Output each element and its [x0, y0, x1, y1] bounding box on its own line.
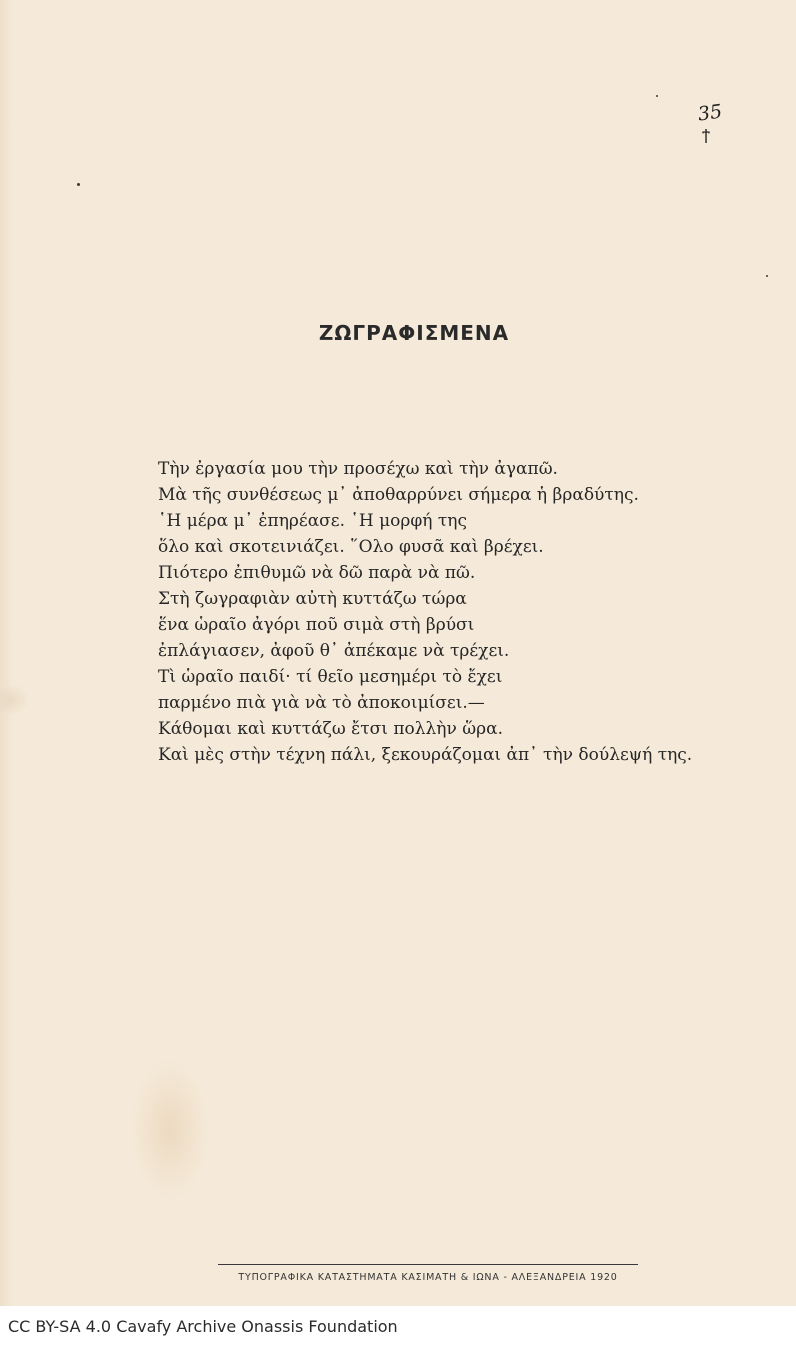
credit-caption: CC BY-SA 4.0 Cavafy Archive Onassis Foundation — [8, 1317, 398, 1336]
poem-line: παρμένο πιὰ γιὰ νὰ τὸ ἀποκοιμίσει.— — [158, 693, 485, 713]
imprint-rule — [218, 1264, 638, 1265]
poem-line: Τὶ ὡραῖο παιδί· τί θεῖο μεσημέρι τὸ ἔχει — [158, 667, 503, 687]
poem-line: ἐπλάγιασεν, ἀφοῦ θ᾽ ἀπέκαμε νὰ τρέχει. — [158, 641, 510, 661]
handwritten-mark: ϯ — [702, 126, 711, 144]
poem-line: Πιότερο ἐπιθυμῶ νὰ δῶ παρὰ νὰ πῶ. — [158, 563, 476, 583]
poem-line: ἕνα ὡραῖο ἀγόρι ποῦ σιμὰ στὴ βρύσι — [158, 615, 475, 635]
poem-line: Μὰ τῆς συνθέσεως μ᾽ ἀποθαρρύνει σήμερα ἡ βραδύτης. — [158, 485, 639, 505]
ink-speck — [656, 95, 658, 97]
poem-line: Τὴν ἐργασία μου τὴν προσέχω καὶ τὴν ἀγαπῶ. — [158, 459, 558, 479]
poem-body — [158, 456, 692, 768]
handwritten-page-number: 35 — [696, 100, 724, 126]
ink-speck — [77, 183, 80, 186]
poem-line: ῾Η μέρα μ᾽ ἐπηρέασε. ῾Η μορφή της — [158, 511, 468, 531]
poem-title: ΖΩΓΡΑΦΙΣΜΕΝΑ — [318, 321, 510, 345]
ink-speck — [766, 275, 768, 277]
poem-line: Καὶ μὲς στὴν τέχνη πάλι, ξεκουράζομαι ἀπ᾽ τὴν δούλεψή της. — [158, 745, 693, 765]
poem-line: Στὴ ζωγραφιὰν αὐτὴ κυττάζω τώρα — [158, 589, 467, 609]
printer-imprint: ΤΥΠΟΓΡΑΦΙΚΑ ΚΑΤΑΣΤΗΜΑΤΑ ΚΑΣΙΜΑΤΗ & ΙΩΝΑ - ΑΛΕΞΑΝΔΡΕΙΑ 1920 — [238, 1272, 618, 1283]
poem-line: Κάθομαι καὶ κυττάζω ἔτσι πολλὴν ὥρα. — [158, 719, 503, 739]
poem-line: ὅλο καὶ σκοτεινιάζει. ῞Ολο φυσᾶ καὶ βρέχει. — [158, 537, 544, 557]
